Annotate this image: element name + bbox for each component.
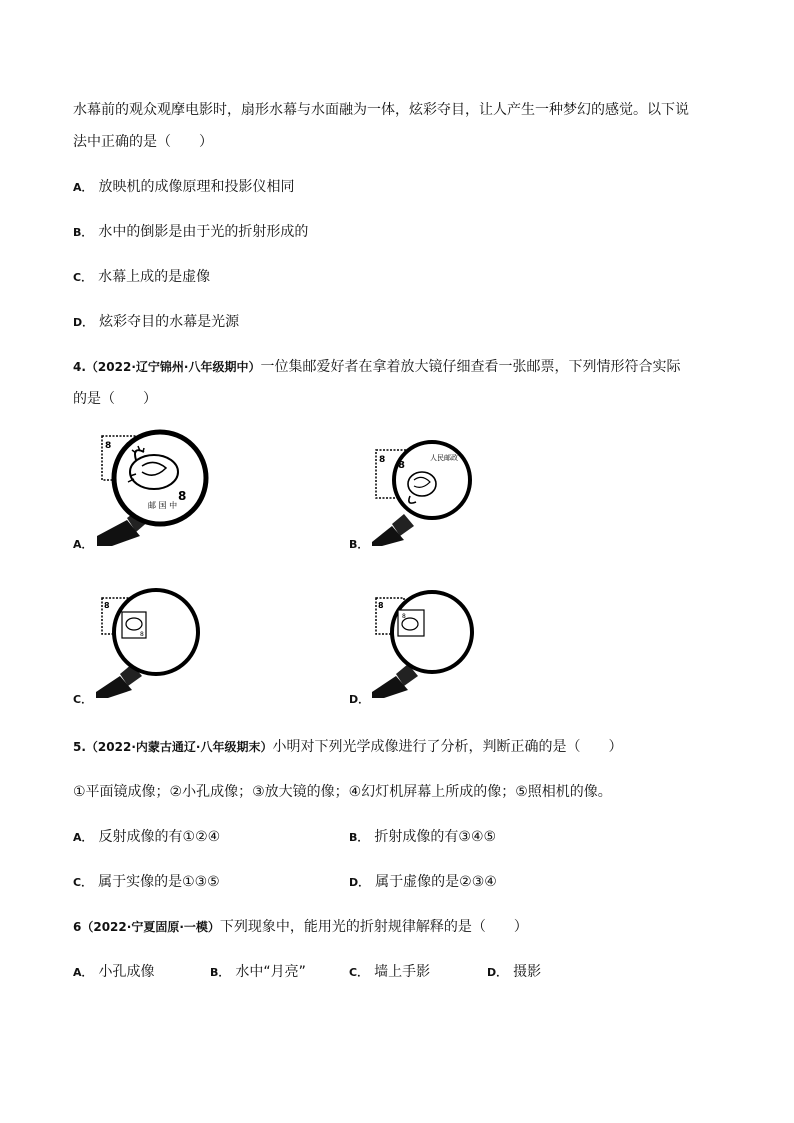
q4-option-c-label[interactable]: C． <box>73 693 93 706</box>
svg-text:人民邮政: 人民邮政 <box>430 454 458 462</box>
rabbit-icon <box>398 610 424 636</box>
svg-text:8: 8 <box>104 601 110 610</box>
svg-text:8: 8 <box>140 631 144 638</box>
magnifier-lens-icon <box>114 432 206 524</box>
option-text: 小孔成像 <box>98 964 155 980</box>
magnifier-handle-icon <box>372 664 418 698</box>
option-letter: D． <box>487 966 508 979</box>
svg-text:8: 8 <box>178 489 187 503</box>
option-text: 水中“月亮” <box>235 964 306 980</box>
option-text: 炫彩夺目的水幕是光源 <box>99 314 240 330</box>
q6-option-b[interactable] <box>210 962 306 983</box>
question-source: （2022·宁夏固原·一模） <box>81 920 220 934</box>
option-letter: D． <box>73 316 94 329</box>
magnifier-picture-b[interactable] <box>370 438 480 548</box>
question-stem: 下列现象中，能用光的折射规律解释的是（ ） <box>219 919 528 935</box>
q3-option-b[interactable] <box>73 222 308 243</box>
q5-option-b[interactable] <box>349 827 496 848</box>
q5-stem <box>73 737 622 757</box>
svg-text:8: 8 <box>379 455 386 465</box>
option-letter: B． <box>73 226 93 239</box>
q4-stem-line1 <box>73 357 680 377</box>
option-text: 水幕上成的是虚像 <box>98 269 211 285</box>
q6-stem <box>73 917 528 937</box>
option-letter: B． <box>349 831 369 844</box>
magnifier-picture-d[interactable] <box>370 588 480 700</box>
q3-stem-line2: 法中正确的是（ ） <box>73 134 213 150</box>
question-number: 5. <box>73 740 86 754</box>
option-letter: A． <box>73 831 93 844</box>
option-letter: A． <box>73 181 93 194</box>
q3-option-c[interactable] <box>73 267 210 288</box>
q4-option-b-label[interactable]: B． <box>349 538 369 551</box>
q3-option-a[interactable] <box>73 177 295 198</box>
svg-text:邮 国 中: 邮 国 中 <box>148 501 178 510</box>
q6-option-a[interactable] <box>73 962 155 983</box>
option-text: 放映机的成像原理和投影仪相同 <box>98 179 295 195</box>
question-number: 6 <box>73 920 82 934</box>
rabbit-icon <box>122 612 146 638</box>
option-text: 折射成像的有③④⑤ <box>374 829 497 845</box>
magnifier-picture-a[interactable] <box>92 428 222 548</box>
q6-option-d[interactable] <box>487 962 541 983</box>
option-text: 属于虚像的是②③④ <box>375 874 497 890</box>
option-letter: C． <box>349 966 369 979</box>
option-text: 反射成像的有①②④ <box>98 829 221 845</box>
svg-text:8: 8 <box>378 601 384 610</box>
option-text: 墙上手影 <box>374 964 431 980</box>
q3-option-d[interactable] <box>73 312 239 333</box>
q4-option-a-label[interactable]: A． <box>73 538 93 551</box>
q6-option-c[interactable] <box>349 962 430 983</box>
option-text: 摄影 <box>513 964 542 980</box>
option-letter: B． <box>210 966 230 979</box>
q5-option-d[interactable] <box>349 872 497 893</box>
question-number: 4. <box>73 360 86 374</box>
question-source: （2022·内蒙古通辽·八年级期末） <box>85 740 273 754</box>
question-source: （2022·辽宁锦州·八年级期中） <box>85 360 261 374</box>
option-letter: D． <box>349 876 370 889</box>
option-text: 水中的倒影是由于光的折射形成的 <box>98 224 309 240</box>
magnifier-handle-icon <box>372 514 414 546</box>
magnifier-picture-c[interactable] <box>92 588 212 700</box>
question-stem: 小明对下列光学成像进行了分析，判断正确的是（ ） <box>272 739 623 755</box>
option-letter: A． <box>73 966 93 979</box>
q5-option-a[interactable] <box>73 827 220 848</box>
option-letter: C． <box>73 271 93 284</box>
svg-text:8: 8 <box>398 460 405 471</box>
svg-text:8: 8 <box>402 613 406 620</box>
q5-items: ①平面镜成像；②小孔成像；③放大镜的像；④幻灯机屏幕上所成的像；⑤照相机的像。 <box>73 784 612 800</box>
option-text: 属于实像的是①③⑤ <box>98 874 220 890</box>
q4-stem-line2: 的是（ ） <box>73 391 157 407</box>
question-stem: 一位集邮爱好者在拿着放大镜仔细查看一张邮票，下列情形符合实际 <box>260 359 681 375</box>
svg-text:8: 8 <box>105 441 112 451</box>
option-letter: C． <box>73 876 93 889</box>
q4-option-d-label[interactable]: D． <box>349 693 370 706</box>
q5-option-c[interactable] <box>73 872 220 893</box>
q3-stem-line1: 水幕前的观众观摩电影时，扇形水幕与水面融为一体，炫彩夺目，让人产生一种梦幻的感觉。以下说 <box>73 102 689 118</box>
